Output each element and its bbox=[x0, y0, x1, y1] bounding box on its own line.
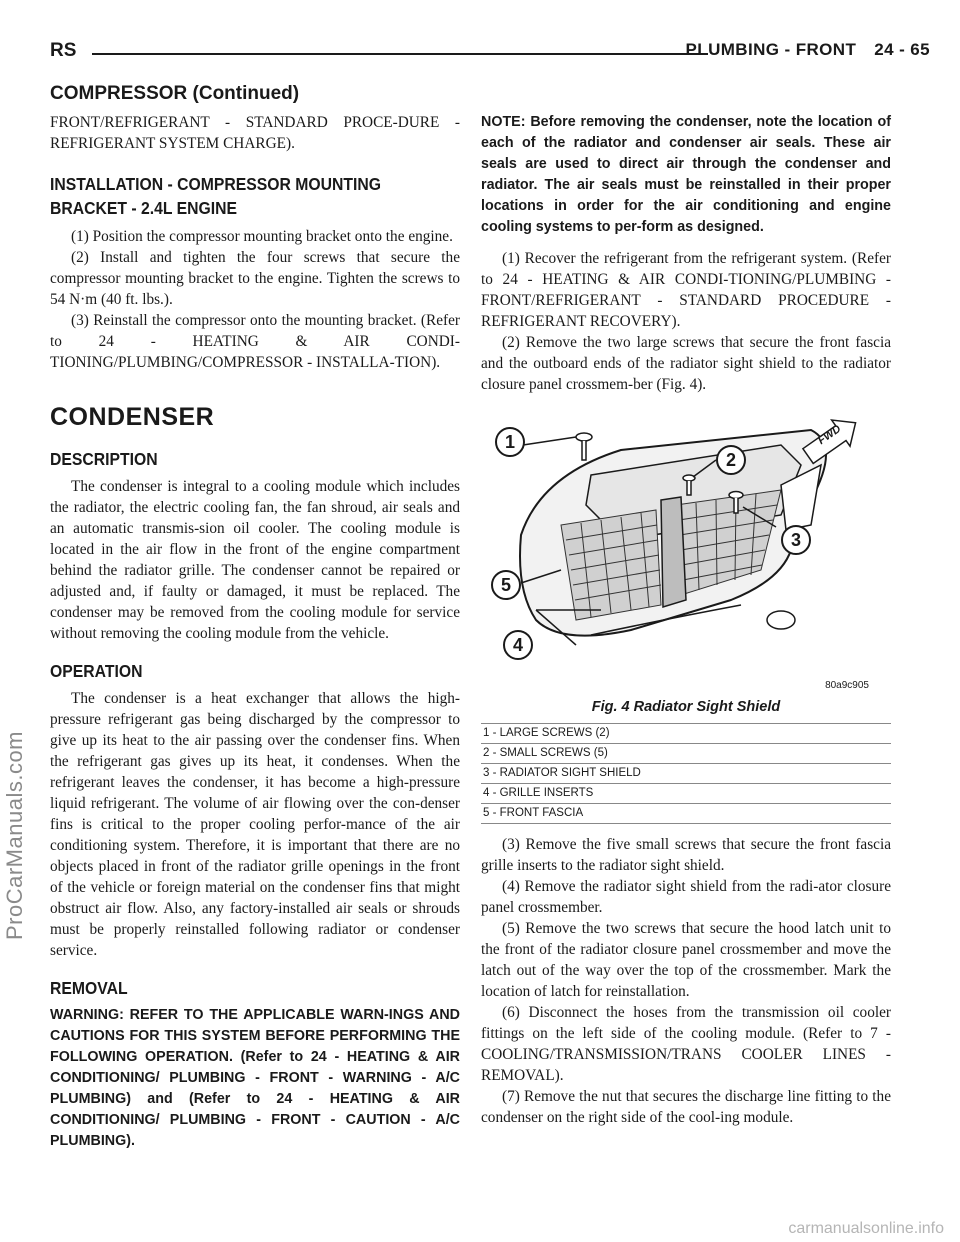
figure-caption: Fig. 4 Radiator Sight Shield bbox=[591, 699, 781, 715]
install-step-1: (1) Position the compressor mounting bracket onto the engine. bbox=[71, 228, 453, 245]
removal-heading: REMOVAL bbox=[50, 978, 128, 998]
header-model-code: RS bbox=[50, 40, 77, 61]
callout-1: 1 bbox=[495, 427, 525, 457]
header-section-page bbox=[686, 40, 930, 60]
figure-legend bbox=[481, 723, 891, 824]
page-header bbox=[50, 40, 930, 70]
install-step-2: (2) Install and tighten the four screws that secure the compressor mounting bracket to the engine. Tighten the screws to 54 N·m (40 ft. lbs.). bbox=[50, 249, 460, 308]
fwd-label: FWD bbox=[815, 422, 844, 448]
callout-5: 5 bbox=[491, 570, 521, 600]
callout-3: 3 bbox=[781, 525, 811, 555]
operation-paragraph: The condenser is a heat exchanger that allows the high-pressure refrigerant gas being discharged by the compressor to give up its heat to the air passing over the condenser fins. When the refrigerant gas gives up its heat, it condenses. When the refrigerant leaves the condenser, it has become a high-pressure liquid refrigerant. The volume of air flowing over the con-denser fins is critical to the proper cooling perfor-mance of the air conditioning system. Therefore, it is important that there are no objects placed in front of the radiator grille openings in the front of the vehicle or foreign material on the condenser fins that might obstruct air flow. Also, any factory-installed air seals or shrouds must be properly reinstalled following radiator or condenser service. bbox=[50, 690, 460, 959]
legend-item: 3 - RADIATOR SIGHT SHIELD bbox=[481, 764, 891, 784]
legend-item: 5 - FRONT FASCIA bbox=[481, 804, 891, 824]
figure-code: 80a9c905 bbox=[825, 680, 869, 691]
installation-heading: INSTALLATION - COMPRESSOR MOUNTING BRACKET - 2.4L ENGINE bbox=[50, 174, 382, 218]
right-column bbox=[481, 112, 891, 1128]
radiator-sight-shield-illustration bbox=[481, 405, 891, 695]
removal-step-5: (5) Remove the two screws that secure the hood latch unit to the front of the radiator closure panel crossmember and move the latch out of the way over the top of the crossmember. Mark the location of latch for reinstallation. bbox=[481, 920, 891, 1000]
left-column bbox=[50, 112, 460, 1152]
continued-title: COMPRESSOR (Continued) bbox=[50, 83, 300, 104]
note-paragraph: NOTE: Before removing the condenser, note the location of each of the radiator and condenser air seals. These air seals are used to direct air through the condenser and radiator. The air seals must be reinstalled in their proper locations in order for the air conditioning and engine cooling systems to per-form as designed. bbox=[481, 114, 891, 235]
bottom-watermark: carmanualsonline.info bbox=[788, 1220, 944, 1237]
radiator-sight-shield-figure bbox=[481, 405, 891, 695]
callout-4: 4 bbox=[503, 630, 533, 660]
install-step-3: (3) Reinstall the compressor onto the mounting bracket. (Refer to 24 - HEATING & AIR CONDI-TIONING/PLUMBING/COMPRESSOR - INSTALLA-TION). bbox=[50, 312, 460, 371]
intro-paragraph: FRONT/REFRIGERANT - STANDARD PROCE-DURE - REFRIGERANT SYSTEM CHARGE). bbox=[50, 114, 460, 152]
header-section: PLUMBING - FRONT bbox=[685, 40, 857, 59]
legend-item: 1 - LARGE SCREWS (2) bbox=[481, 724, 891, 744]
description-paragraph: The condenser is integral to a cooling module which includes the radiator, the electric cooling fan, the fan shroud, air seals and an automatic transmis-sion oil cooler. The cooling module is located in the air flow in the front of the engine compartment behind the radiator grille. The condenser cannot be repaired or adjusted and, if faulty or damaged, it must be replaced. The condenser may be removed from the cooling module for service without removing the cooling module from the vehicle. bbox=[50, 478, 460, 642]
removal-step-2: (2) Remove the two large screws that secure the front fascia and the outboard ends of the radiator sight shield to the radiator closure panel crossmem-ber (Fig. 4). bbox=[481, 334, 891, 393]
removal-step-7: (7) Remove the nut that secures the discharge line fitting to the condenser on the right side of the cool-ing module. bbox=[481, 1088, 891, 1126]
description-heading: DESCRIPTION bbox=[50, 449, 158, 469]
warning-paragraph: WARNING: REFER TO THE APPLICABLE WARN-INGS AND CAUTIONS FOR THIS SYSTEM BEFORE PERFORMING THE FOLLOWING OPERATION. (Refer to 24 - HEATING & AIR CONDITIONING/ PLUMBING - FRONT - WARNING - A/C PLUMBING) and (Refer to 24 - HEATING & AIR CONDITIONING/ PLUMBING - FRONT - CAUTION - A/C PLUMBING). bbox=[50, 1007, 460, 1149]
side-watermark: ProCarManuals.com bbox=[2, 730, 27, 940]
removal-step-1: (1) Recover the refrigerant from the refrigerant system. (Refer to 24 - HEATING & AIR CONDI-TIONING/PLUMBING - FRONT/REFRIGERANT - STANDARD PROCEDURE - REFRIGERANT RECOVERY). bbox=[481, 250, 891, 330]
legend-item: 2 - SMALL SCREWS (5) bbox=[481, 744, 891, 764]
header-rule bbox=[92, 53, 708, 55]
header-page-number: 24 - 65 bbox=[874, 40, 930, 59]
condenser-title: CONDENSER bbox=[50, 403, 215, 431]
legend-item: 4 - GRILLE INSERTS bbox=[481, 784, 891, 804]
removal-step-3: (3) Remove the five small screws that secure the front fascia grille inserts to the radiator sight shield. bbox=[481, 836, 891, 874]
removal-step-4: (4) Remove the radiator sight shield from the radi-ator closure panel crossmember. bbox=[481, 878, 891, 916]
removal-step-6: (6) Disconnect the hoses from the transmission oil cooler fittings on the left side of the cooling module. (Refer to 7 - COOLING/TRANSMISSION/TRANS COOLER LINES - REMOVAL). bbox=[481, 1004, 891, 1084]
callout-2: 2 bbox=[716, 445, 746, 475]
operation-heading: OPERATION bbox=[50, 661, 143, 681]
